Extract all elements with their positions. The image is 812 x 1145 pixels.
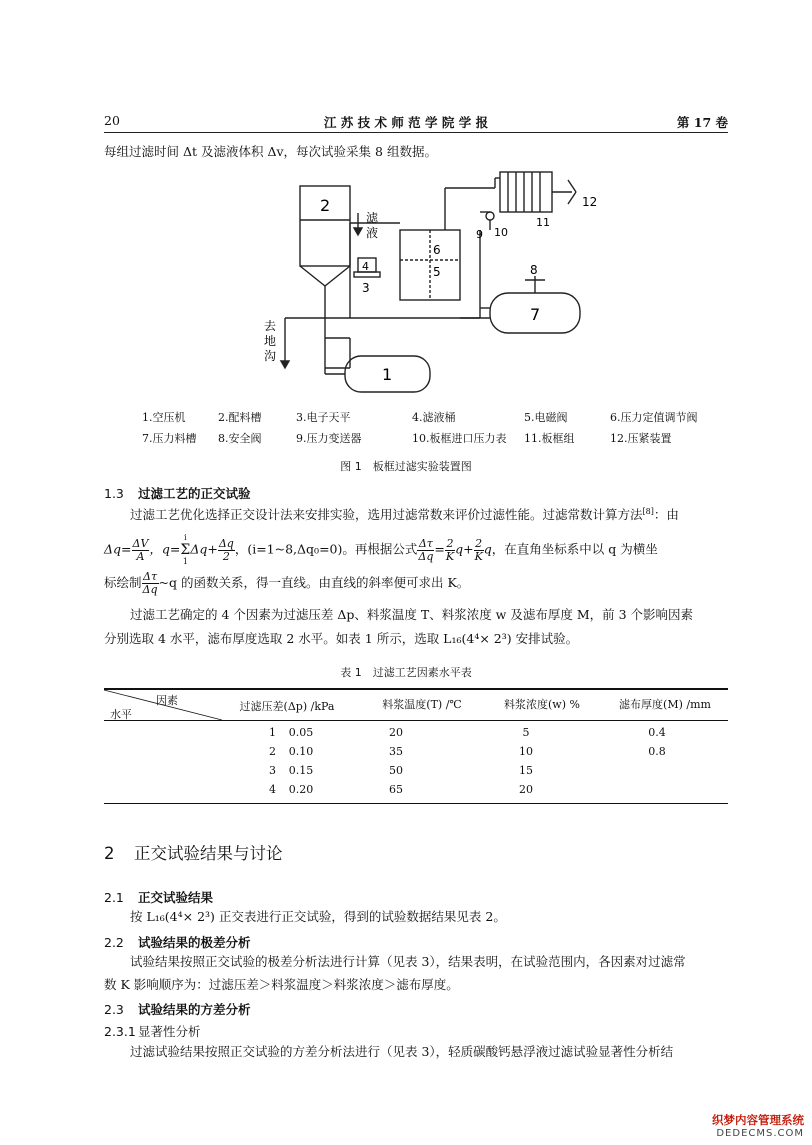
- section-number: 1.3: [104, 486, 124, 501]
- table-cell: 20: [389, 725, 403, 739]
- fig-label-8: 8: [530, 263, 538, 277]
- fig-label-2: 2: [320, 196, 331, 215]
- equation-term: q+: [455, 541, 474, 557]
- table-cell: [586, 761, 728, 780]
- legend-item: 9.压力变送器: [296, 432, 362, 445]
- journal-title: 江 苏 技 术 师 范 学 院 学 报: [323, 115, 489, 130]
- table-cell: 35: [389, 744, 403, 758]
- table-row: [104, 723, 728, 742]
- legend-item: 3.电子天平: [296, 411, 351, 424]
- numerator: ΔV: [132, 536, 149, 550]
- table-header: 料浆温度(T) /℃: [382, 697, 462, 711]
- paragraph-4-line-2: 数 K 影响顺序为：过滤压差＞料浆温度＞料浆浓度＞滤布厚度。: [104, 977, 459, 992]
- table-corner-factor: 因素: [156, 693, 178, 707]
- table-cell: 0.05: [288, 725, 314, 739]
- fig-label-12: 12: [582, 195, 598, 209]
- table-cell: 0.4: [648, 725, 666, 739]
- section-number: 2.3: [104, 1002, 124, 1017]
- text: ~q 的函数关系，得一直线。由直线的斜率便可求出 K。: [158, 575, 470, 590]
- table-row: [104, 761, 728, 780]
- table-caption: 表 1 过滤工艺因素水平表: [340, 666, 472, 679]
- table-header: 过滤压差(Δp) /kPa: [239, 699, 335, 713]
- fraction: [218, 538, 235, 563]
- fraction: [142, 571, 159, 596]
- sum-upper: i: [184, 533, 187, 542]
- denominator: K: [474, 549, 483, 563]
- table-row: [104, 742, 728, 761]
- denominator: Δq: [418, 549, 434, 563]
- fig-label-10: 10: [494, 226, 508, 239]
- table-body: [104, 723, 728, 799]
- table-cell: 0.10: [288, 744, 314, 758]
- table-cell: 50: [389, 763, 403, 777]
- text: 过滤工艺优化选择正交设计法来安排实验，选用过滤常数来评价过滤性能。过滤常数计算方法: [130, 507, 643, 523]
- table-header-row: [104, 690, 728, 720]
- paragraph-5: 过滤试验结果按照正交试验的方差分析法进行（见表 3），轻质碳酸钙悬浮液过滤试验显著性分析结: [130, 1044, 674, 1059]
- paragraph-4-line-1: 试验结果按照正交试验的极差分析法进行计算（见表 3），结果表明，在试验范围内，各因素对过滤常: [130, 954, 686, 969]
- legend-item: 4.滤液桶: [412, 411, 456, 424]
- denominator: 2: [222, 549, 230, 563]
- table-cell: 0.20: [288, 782, 314, 796]
- paragraph-2-line-1: 过滤工艺确定的 4 个因素为过滤压差 Δp、料浆温度 T、料浆浓度 w 及滤布厚度 M，前 3 个影响因素: [130, 607, 694, 622]
- legend-item: 2.配料槽: [218, 411, 262, 424]
- paragraph-1-equation-line: Δq= $\frac{\Delta V}{A}$ ，q= i Σ 1 Δq+ $\frac{\Delta q}{2}$ ，(i=1~8,Δq₀=0)。再根据公式 $\frac{\Delta\tau}{\Delta q}$ = $\frac{2}{K}$ q+ $\frac{2}{K}$ q，在直角坐标系中以 q 为横坐: [104, 533, 658, 566]
- section-title: 正交试验结果: [138, 890, 214, 905]
- numerator: 2: [446, 536, 454, 550]
- fig-label-11: 11: [536, 216, 550, 229]
- legend-item: 12.压紧装置: [610, 432, 672, 445]
- equation-term: q: [483, 541, 492, 557]
- legend-item: 10.板框进口压力表: [412, 432, 507, 445]
- table-cell: 10: [519, 744, 533, 758]
- section-heading-2-1: [104, 888, 213, 906]
- watermark-logo: [712, 1112, 804, 1139]
- equation-sign: =: [121, 541, 132, 557]
- text: 标绘制: [104, 575, 142, 590]
- table-cell: 65: [389, 782, 403, 796]
- fig-label-1: 1: [382, 365, 393, 384]
- denominator: K: [445, 549, 455, 563]
- paragraph-1-line-3: [104, 568, 469, 598]
- fig-label-6: 6: [433, 243, 441, 257]
- fraction: [474, 538, 484, 563]
- fraction: [445, 538, 455, 563]
- legend-item: 6.压力定值调节阀: [610, 411, 698, 424]
- table-cell: 5: [522, 725, 530, 739]
- table-cell: 4: [269, 782, 276, 796]
- legend-item: 5.电磁阀: [524, 411, 568, 424]
- text: ：由: [653, 507, 679, 523]
- equation-term: ，q: [149, 541, 170, 557]
- watermark-line-1: 织梦内容管理系统: [712, 1113, 804, 1127]
- fig-label-5: 5: [433, 265, 441, 279]
- summation: i Σ 1: [180, 533, 191, 566]
- fig-label-drain-1: 去: [264, 319, 277, 333]
- section-number: 2.3.1: [104, 1024, 136, 1039]
- table-cell: 3: [269, 763, 276, 777]
- legend-item: 1.空压机: [142, 411, 186, 424]
- factor-level-table: [104, 688, 728, 804]
- fig-label-filtrate-2: 液: [366, 226, 379, 240]
- citation: [8]: [642, 507, 654, 516]
- fraction: [132, 538, 150, 563]
- table-header: 料浆浓度(w) %: [504, 697, 580, 711]
- legend-item: 11.板框组: [524, 432, 575, 445]
- figure-caption: 图 1 板框过滤实验装置图: [340, 460, 472, 473]
- fig-label-4: 4: [362, 260, 369, 273]
- paragraph-3: 按 L₁₆(4⁴× 2³) 正交表进行正交试验，得到的试验数据结果见表 2。: [130, 909, 506, 924]
- watermark-line-2: DEDECMS.COM: [716, 1128, 804, 1139]
- equation-term: Δq: [190, 541, 208, 557]
- denominator: Δq: [142, 583, 158, 596]
- numerator: Δq: [218, 536, 234, 550]
- table-cell: 0.15: [288, 763, 314, 777]
- equation-text: ，在直角坐标系中以 q: [491, 541, 617, 557]
- numerator: 2: [475, 536, 483, 550]
- section-title: 过滤工艺的正交试验: [138, 486, 251, 501]
- paragraph-1-line-1: [130, 500, 679, 527]
- paragraph-2-line-2: 分别选取 4 水平，滤布厚度选取 2 水平。如表 1 所示，选取 L₁₆(4⁴× 2³) 安排试验。: [104, 631, 579, 646]
- section-title: 显著性分析: [138, 1024, 201, 1039]
- fig-label-9: 9: [476, 228, 483, 241]
- section-heading-2: [104, 840, 283, 864]
- fraction: [417, 538, 434, 563]
- equation-term: Δq: [104, 541, 122, 557]
- equation-text: 为横坐: [616, 541, 658, 557]
- table-cell: 1: [269, 725, 276, 739]
- legend-item: 7.压力料槽: [142, 432, 197, 445]
- section-heading-2-2: [104, 933, 251, 951]
- table-cell: [586, 780, 728, 799]
- table-corner-level: 水平: [110, 707, 132, 721]
- fig-label-filtrate-1: 滤: [366, 211, 379, 225]
- section-number: 2.2: [104, 935, 124, 950]
- legend-item: 8.安全阀: [218, 432, 262, 445]
- section-heading-2-3: [104, 1000, 251, 1018]
- filtration-apparatus-diagram: [240, 168, 620, 400]
- equation-text: ，(i=1~8,Δq₀=0)。再根据公式: [234, 541, 418, 557]
- table-cell: 0.8: [648, 744, 666, 758]
- page-number: 20: [104, 113, 120, 128]
- section-heading-2-3-1: [104, 1022, 201, 1040]
- header-rule: [104, 132, 728, 133]
- section-number: 2: [104, 844, 115, 863]
- section-title: 试验结果的方差分析: [138, 1002, 251, 1017]
- fig-label-drain-3: 沟: [264, 349, 277, 363]
- denominator: A: [136, 549, 145, 563]
- section-number: 2.1: [104, 890, 124, 905]
- table-header: 滤布厚度(M) /mm: [619, 697, 711, 711]
- table-row: [104, 780, 728, 799]
- section-title: 试验结果的极差分析: [138, 935, 251, 950]
- table-cell: 2: [269, 744, 276, 758]
- fig-label-drain-2: 地: [264, 334, 277, 348]
- intro-line: 每组过滤时间 Δt 及滤液体积 Δv，每次试验采集 8 组数据。: [104, 144, 437, 159]
- fig-label-3: 3: [362, 281, 370, 295]
- sum-lower: 1: [182, 557, 188, 566]
- table-cell: 15: [519, 763, 533, 777]
- numerator: Δτ: [418, 536, 433, 550]
- section-title: 正交试验结果与讨论: [134, 844, 283, 863]
- fig-label-7: 7: [530, 305, 541, 324]
- volume-label: 第 17 卷: [676, 115, 728, 130]
- table-cell: 20: [519, 782, 533, 796]
- numerator: Δτ: [143, 570, 158, 583]
